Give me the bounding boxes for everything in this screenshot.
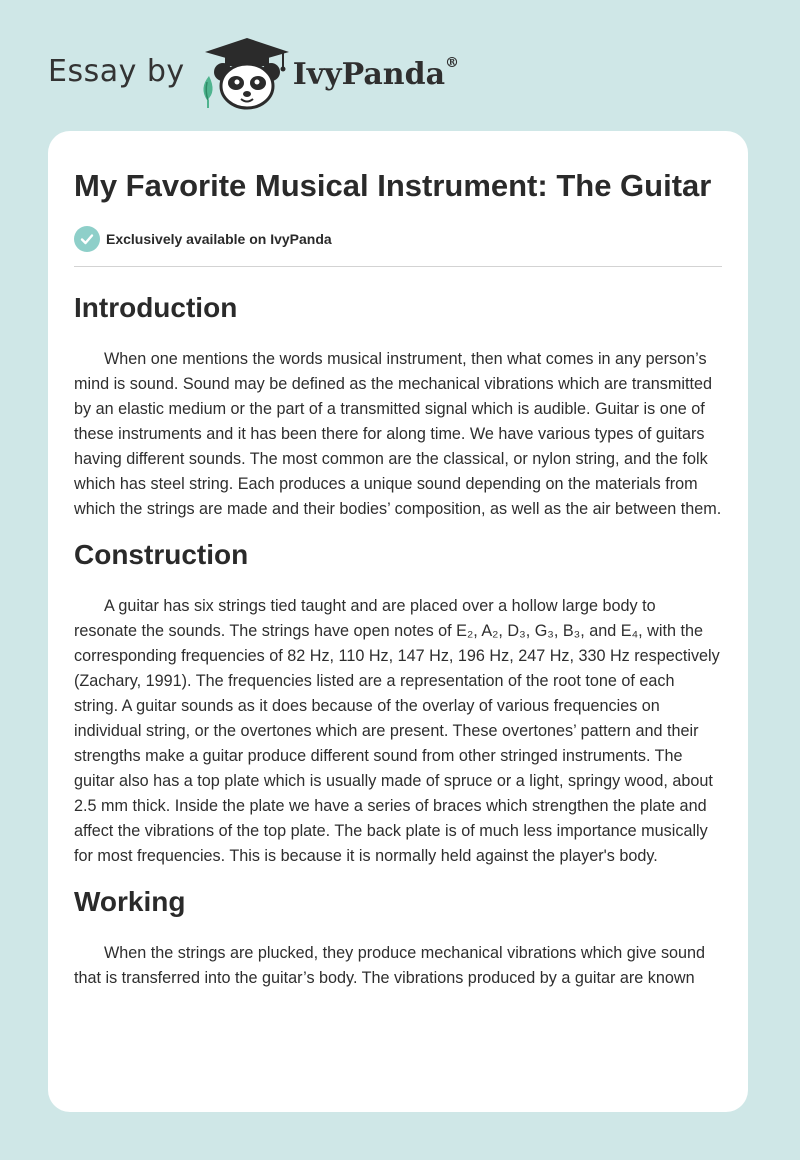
brand-name[interactable]: IvyPanda® — [292, 54, 460, 92]
divider — [74, 266, 722, 267]
exclusive-badge — [74, 226, 722, 252]
site-header — [48, 34, 459, 114]
page-title: My Favorite Musical Instrument: The Guitar — [74, 168, 712, 203]
essay-by-label: Essay by — [48, 53, 185, 89]
section-paragraph-construction: A guitar has six strings tied taught and are placed over a hollow large body to resonate the sounds. The strings have open notes of E₂, A₂, D₃, G₃, B₃, and E₄, with the corresponding frequencies of 82 Hz, 110 Hz, 147 Hz, 196 Hz, 247 Hz, 330 Hz respectively (Zachary, 1991). The frequencies listed are a representation of the root tone of each string. A guitar sounds as it does because of the overlay of various frequencies on individual string, or the overtones which are present. These overtones’ pattern and their strengths make a guitar produce different sound from other stringed instruments. The guitar also has a top plate which is usually made of spruce or a light, springy wood, about 2.5 mm thick. Inside the plate we have a series of braces which strengthen the plate and affect the vibrations of the top plate. The back plate is of much less importance musically for most frequencies. This is because it is normally held against the player's body. — [74, 597, 720, 865]
article-card — [48, 131, 748, 1112]
check-icon — [74, 226, 100, 252]
exclusive-label: Exclusively available on IvyPanda — [106, 231, 332, 247]
section-heading-construction: Construction — [74, 539, 249, 570]
section-heading-working: Working — [74, 886, 186, 917]
section-paragraph-working: When the strings are plucked, they produce mechanical vibrations which give sound that is transferred into the guitar’s body. The vibrations produced by a guitar are known — [74, 944, 706, 987]
panda-graduate-icon[interactable] — [195, 34, 291, 114]
section-paragraph-introduction: When one mentions the words musical instrument, then what comes in any person’s mind is sound. Sound may be defined as the mechanical vibrations which are transmitted by an elastic medium or the part of a transmitted signal which is audible. Guitar is one of these instruments and it has been there for along time. We have various types of guitars having different sounds. The most common are the classical, or nylon string, and the folk which has steel string. Each produces a unique sound depending on the materials from which the strings are made and their bodies’ composition, as well as the air between them. — [74, 350, 722, 518]
section-heading-introduction: Introduction — [74, 292, 238, 323]
registered-mark: ® — [445, 54, 460, 71]
